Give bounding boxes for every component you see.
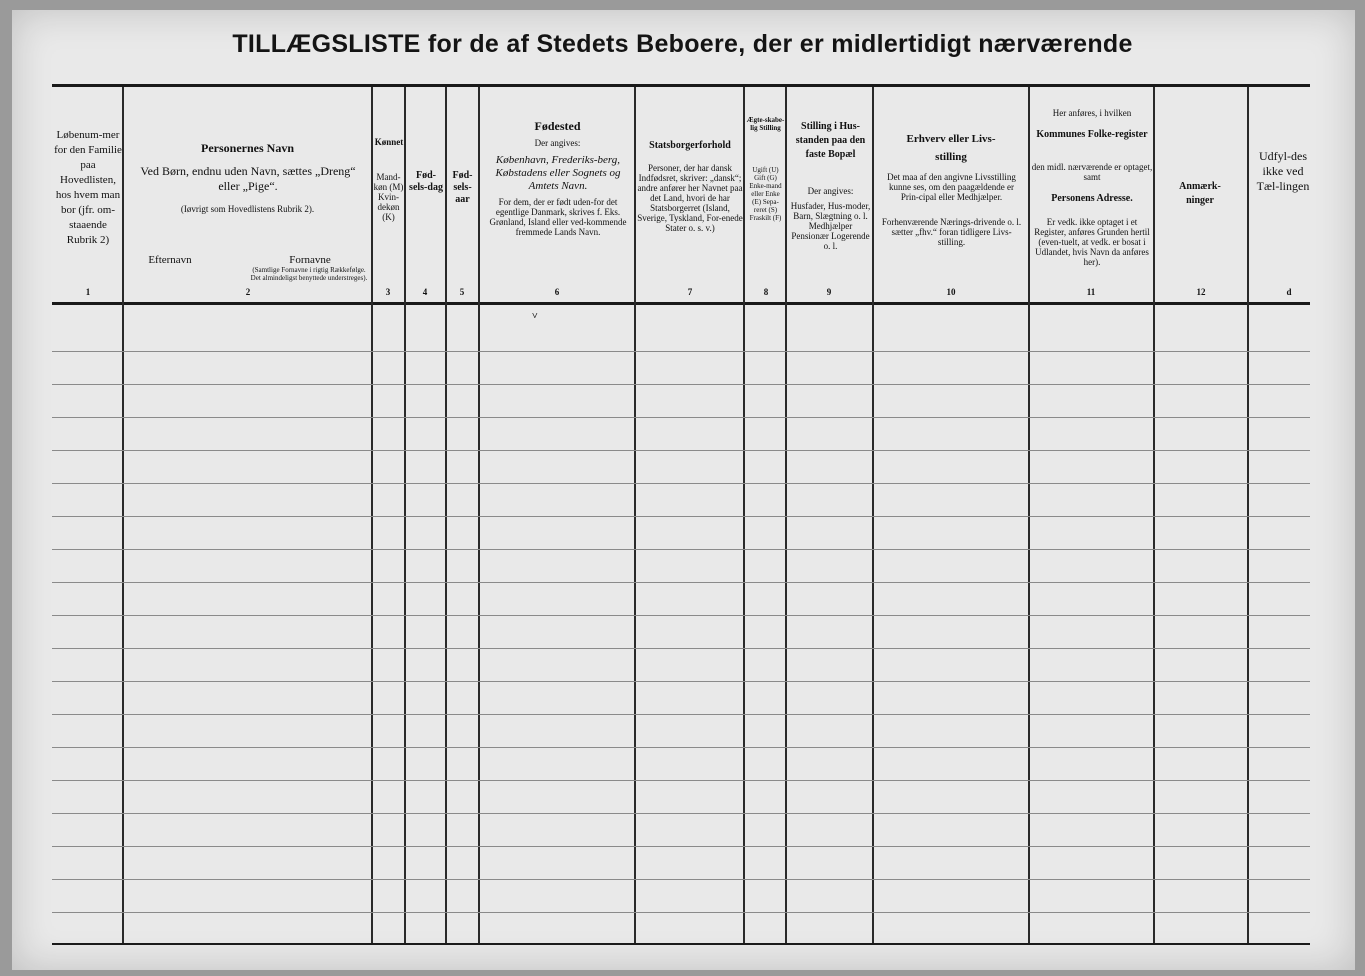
col11-number: 11: [1086, 287, 1096, 297]
row-line: [52, 813, 1310, 814]
col10-title: Erhverv eller Livs-stilling: [906, 133, 996, 163]
col11-instruction: Er vedk. ikke optaget i et Register, anføres Grunden hertil (even-tuelt, at vedk. er bosat i Udlandet, hvis Navn da anføres her).: [1034, 217, 1150, 267]
col10-former-note: Forhenværende Nærings-drivende o. l. sætter „fhv.“ foran tidligere Livs-stilling.: [881, 217, 1022, 247]
col6-instruction: København, Frederiks-berg, Købstadens eller Sognets og Amtets Navn.: [495, 154, 621, 192]
row-line: [52, 417, 1310, 418]
row-line: [52, 549, 1310, 550]
col9-options: Husfader, Hus-moder, Barn, Slægtning o. l. Medhjælper Pensionær Logerende o. l.: [790, 201, 871, 251]
col-divider: [1247, 87, 1249, 943]
col-divider: [872, 87, 874, 943]
col2-instruction: Ved Børn, endnu uden Navn, sættes „Dreng“ eller „Pige“.: [140, 164, 356, 193]
col2-surname-label: Efternavn: [148, 254, 192, 266]
top-rule: [52, 84, 1310, 87]
row-line: [52, 351, 1310, 352]
col9-number: 9: [826, 287, 832, 297]
row-line: [52, 879, 1310, 880]
row-line: [52, 912, 1310, 913]
col8-options: Ugift (U) Gift (G) Enke-mand eller Enke (E) Sepa-reret (S) Fraskilt (F): [749, 166, 782, 222]
col11-register-title: Kommunes Folke-register: [1036, 129, 1148, 140]
col1-header: Løbenum-mer for den Familie paa Hovedlisten, hos hvem man bor (jfr. om-staaende Rubrik 2): [54, 129, 122, 246]
bottom-rule: [52, 943, 1310, 945]
col-divider: [478, 87, 480, 943]
col11-intro: Her anføres, i hvilken: [1052, 108, 1132, 118]
col12-title: Anmærk-ninger: [1179, 181, 1221, 206]
col2-title: Personernes Navn: [201, 141, 294, 155]
row-line: [52, 648, 1310, 649]
row-line: [52, 450, 1310, 451]
col2-firstnames-label: Fornavne: [289, 254, 331, 266]
col-divider: [634, 87, 636, 943]
col4-number: 4: [422, 287, 428, 297]
row-line: [52, 780, 1310, 781]
col5-number: 5: [459, 287, 465, 297]
col11-register-note: den midl. nærværende er optaget, samt: [1031, 162, 1153, 182]
col5-title: Fød-sels-aar: [452, 170, 473, 205]
col3-number: 3: [385, 287, 391, 297]
col3-title: Kønnet: [374, 137, 404, 147]
col8-number: 8: [763, 287, 769, 297]
col2-reference: (Iøvrigt som Hovedlistens Rubrik 2).: [180, 204, 315, 214]
col-divider: [743, 87, 745, 943]
col9-title: Stilling i Hus-standen paa den faste Bopæl: [795, 121, 866, 160]
form-title: TILLÆGSLISTE for de af Stedets Beboere, der er midlertidigt nærværende: [232, 30, 1133, 58]
col13-header: Udfyl-des ikke ved Tæl-lingen: [1256, 149, 1310, 193]
col-divider: [785, 87, 787, 943]
col7-title: Statsborgerforhold: [649, 140, 731, 151]
row-line: [52, 714, 1310, 715]
col10-instruction: Det maa af den angivne Livsstilling kunne ses, om den paagældende er Prin-cipal eller Medhjælper.: [887, 172, 1016, 202]
col6-number: 6: [554, 287, 560, 297]
row-line: [52, 615, 1310, 616]
stray-mark: ˅: [532, 311, 538, 322]
col7-instruction: Personer, der har dansk Indfødsret, skriver: „dansk“; andre anfører her Navnet paa det Land, hvori de har Statsborgerret (Island, Sverige, Tyskland, For-enede Stater o. s. v.): [637, 163, 743, 233]
col-divider: [404, 87, 406, 943]
col-divider: [122, 87, 124, 943]
col2-firstnames-note: (Samtlige Fornavne i rigtig Rækkefølge. Det almindeligst benyttede understreges).: [250, 266, 368, 282]
row-line: [52, 681, 1310, 682]
col4-title: Fød-sels-dag: [409, 170, 443, 193]
col-divider: [445, 87, 447, 943]
row-line: [52, 384, 1310, 385]
col8-title: Ægte-skabe-lig Stilling: [746, 116, 785, 132]
col-divider: [1153, 87, 1155, 943]
col-divider: [1028, 87, 1030, 943]
col2-number: 2: [245, 287, 251, 297]
row-line: [52, 582, 1310, 583]
col13-number: d: [1286, 287, 1292, 297]
col6-subtitle: Der angives:: [534, 138, 581, 148]
header-bottom-rule: [52, 302, 1310, 305]
row-line: [52, 483, 1310, 484]
col1-number: 1: [85, 287, 91, 297]
col6-title: Fødested: [534, 119, 581, 133]
row-line: [52, 516, 1310, 517]
col12-number: 12: [1196, 287, 1206, 297]
col11-address-title: Personens Adresse.: [1051, 193, 1133, 204]
row-line: [52, 747, 1310, 748]
col6-foreign-note: For dem, der er født uden-for det egentlige Danmark, skrives f. Eks. Grønland, Island eller ved-kommende fremmede Lands Navn.: [489, 197, 627, 237]
row-line: [52, 846, 1310, 847]
col9-subtitle: Der angives:: [807, 186, 854, 196]
col10-number: 10: [946, 287, 956, 297]
col3-options: Mand-køn (M) Kvin-dekøn (K): [373, 172, 404, 222]
col7-number: 7: [687, 287, 693, 297]
